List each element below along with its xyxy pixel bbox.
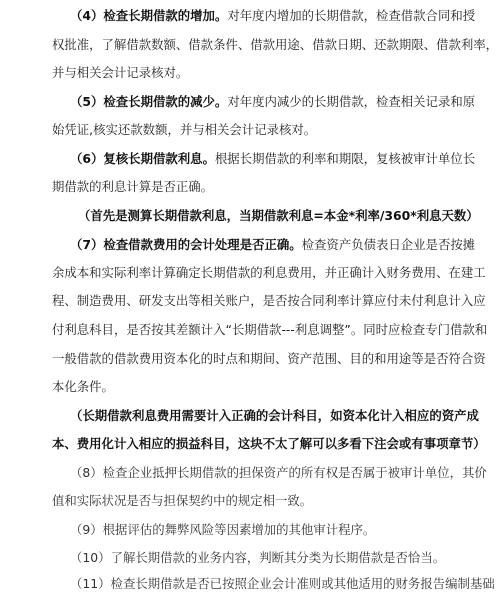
heading-7: （7）检查借款费用的会计处理是否正确。 [70,237,302,252]
text: （10）了解长期借款的业务内容，判断其分类为长期借款是否恰当。 [70,550,446,565]
text: （8）检查企业抵押长期借款的担保资产的所有权是否属于被审计单位，其价 [70,465,487,480]
text: 根据长期借款的利率和期限，复核被审计单位长 [214,151,476,166]
note-interest-formula [78,206,500,226]
text: 余成本和实际利率计算确定长期借款的利息费用，并正确计入财务费用、在建工 [52,265,486,280]
text: （长期借款利息费用需要计入正确的会计科目，如资本化计入相应的资产成 [70,408,479,423]
text: 检查资产负债表日企业是否按摊 [301,237,476,252]
text: （11）检查长期借款是否已按照企业会计准则或其他适用的财务报告编制基础 [70,576,495,591]
paragraph-9 [70,520,500,540]
text: 本化条件。 [52,379,114,394]
text: 并与相关会计记录核对。 [52,65,189,80]
paragraph-1-line-2 [52,35,500,55]
text: 权批准，了解借款数额、借款条件、借款用途、借款日期、还款期限、借款利率， [52,37,499,52]
paragraph-5-line-4 [52,320,500,340]
paragraph-2-line-1 [70,92,500,112]
text: （9）根据评估的舞弊风险等因素增加的其他审计程序。 [70,522,376,537]
heading-5: （5）检查长期借款的减少。 [70,94,228,109]
text: 期借款的利息计算是否正确。 [52,179,214,194]
text: 对年度内减少的长期借款，检查相关记录和原 [227,94,476,109]
paragraph-8-line-2 [52,491,500,511]
paragraph-10 [70,548,500,568]
paragraph-5-line-3 [52,291,500,311]
paragraph-1-line-1 [70,6,500,26]
paragraph-2-line-2 [52,120,500,140]
note-accounting-line-2 [52,434,500,454]
text: 程、制造费用、研发支出等相关账户，是否按合同利率计算应付未付利息计入应 [52,293,486,308]
paragraph-5-line-6 [52,377,500,397]
paragraph-3-line-2 [52,177,500,197]
text: 付利息科目，是否按其差额计入“长期借款---利息调整”。同时应检查专门借款和 [52,322,488,337]
paragraph-8-line-1 [70,463,500,483]
paragraph-1-line-3 [52,63,500,83]
text: 本、费用化计入相应的损益科目，这块不太了解可以多看下注会或有事项章节） [52,436,486,451]
heading-6: （6）复核长期借款利息。 [70,151,215,166]
text: 一般借款的借款费用资本化的时点和期间、资产范围、目的和用途等是否符合资 [52,351,486,366]
text: 始凭证,核实还款数额，并与相关会计记录核对。 [52,122,317,137]
paragraph-3-line-1 [70,149,500,169]
paragraph-5-line-1 [70,235,500,255]
text: 值和实际状况是否与担保契约中的规定相一致。 [52,493,313,508]
text: 对年度内增加的长期借款，检查借款合同和授 [227,8,476,23]
paragraph-5-line-5 [52,349,500,369]
text: （首先是测算长期借款利息，当期借款利息=本金*利率/360*利息天数） [78,208,479,223]
note-accounting-line-1 [70,406,500,426]
paragraph-5-line-2 [52,263,500,283]
paragraph-11-partial [70,574,500,594]
heading-4: （4）检查长期借款的增加。 [70,8,228,23]
